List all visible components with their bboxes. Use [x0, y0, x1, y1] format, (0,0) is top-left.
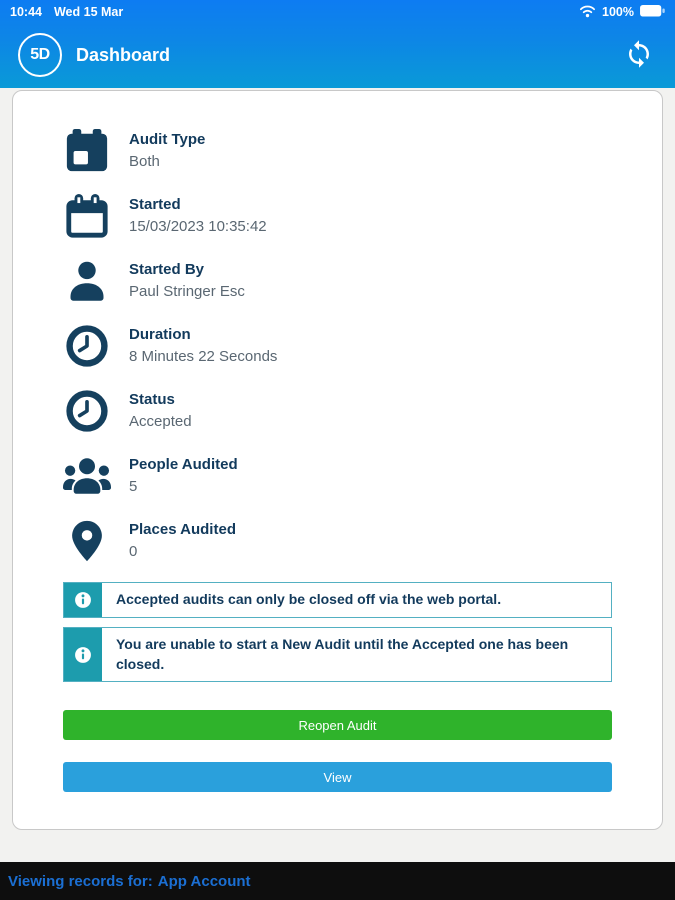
- person-icon: [63, 257, 111, 305]
- notice-text: Accepted audits can only be closed off via the web portal.: [116, 591, 502, 608]
- audit-summary-card: [12, 90, 663, 830]
- info-icon: [64, 583, 102, 617]
- main-content: [0, 88, 675, 862]
- detail-value: 0: [129, 543, 138, 560]
- calendar-outline-icon: [63, 192, 111, 240]
- detail-value: Accepted: [129, 413, 192, 430]
- status-time: 10:44: [10, 5, 42, 19]
- audit-detail-row: [63, 127, 612, 175]
- app-logo: 5D: [18, 33, 62, 77]
- detail-label: Started: [129, 196, 181, 213]
- detail-label: People Audited: [129, 456, 238, 473]
- footer-prefix: Viewing records for:: [8, 872, 153, 890]
- notice-banner: [63, 582, 612, 618]
- audit-detail-list: [63, 127, 612, 565]
- people-icon: [63, 452, 111, 500]
- audit-detail-row: [63, 192, 612, 240]
- battery-percent: 100%: [602, 5, 634, 19]
- detail-value: 5: [129, 478, 138, 495]
- clock-icon: [63, 387, 111, 435]
- status-date: Wed 15 Mar: [53, 5, 124, 19]
- view-button[interactable]: View: [63, 762, 612, 792]
- detail-value: 8 Minutes 22 Seconds: [129, 348, 278, 365]
- detail-label: Places Audited: [129, 521, 236, 538]
- notice-banner: [63, 627, 612, 682]
- reopen-audit-button[interactable]: Reopen Audit: [63, 710, 612, 740]
- audit-detail-row: [63, 452, 612, 500]
- audit-detail-row: [63, 387, 612, 435]
- footer-bar: [0, 862, 675, 900]
- calendar-solid-icon: [63, 127, 111, 175]
- app-header: [0, 22, 675, 88]
- detail-value: Paul Stringer Esc: [129, 283, 245, 300]
- detail-label: Status: [129, 391, 175, 408]
- detail-value: 15/03/2023 10:35:42: [129, 218, 267, 235]
- refresh-button[interactable]: [621, 37, 657, 73]
- status-bar: [0, 0, 675, 22]
- clock-icon: [63, 322, 111, 370]
- notice-text: You are unable to start a New Audit until the Accepted one has been closed.: [116, 636, 569, 672]
- audit-detail-row: [63, 257, 612, 305]
- top-area: [0, 0, 675, 88]
- refresh-icon: [624, 39, 654, 72]
- detail-label: Started By: [129, 261, 205, 278]
- audit-detail-row: [63, 322, 612, 370]
- detail-label: Duration: [129, 326, 191, 343]
- notice-list: [63, 582, 612, 682]
- wifi-icon: [579, 4, 596, 21]
- page-title: Dashboard: [76, 44, 171, 65]
- footer-account-link[interactable]: App Account: [157, 872, 251, 890]
- info-icon: [64, 628, 102, 681]
- map-pin-icon: [63, 517, 111, 565]
- audit-detail-row: [63, 517, 612, 565]
- battery-icon: [640, 5, 665, 20]
- detail-label: Audit Type: [129, 131, 206, 148]
- detail-value: Both: [129, 153, 160, 170]
